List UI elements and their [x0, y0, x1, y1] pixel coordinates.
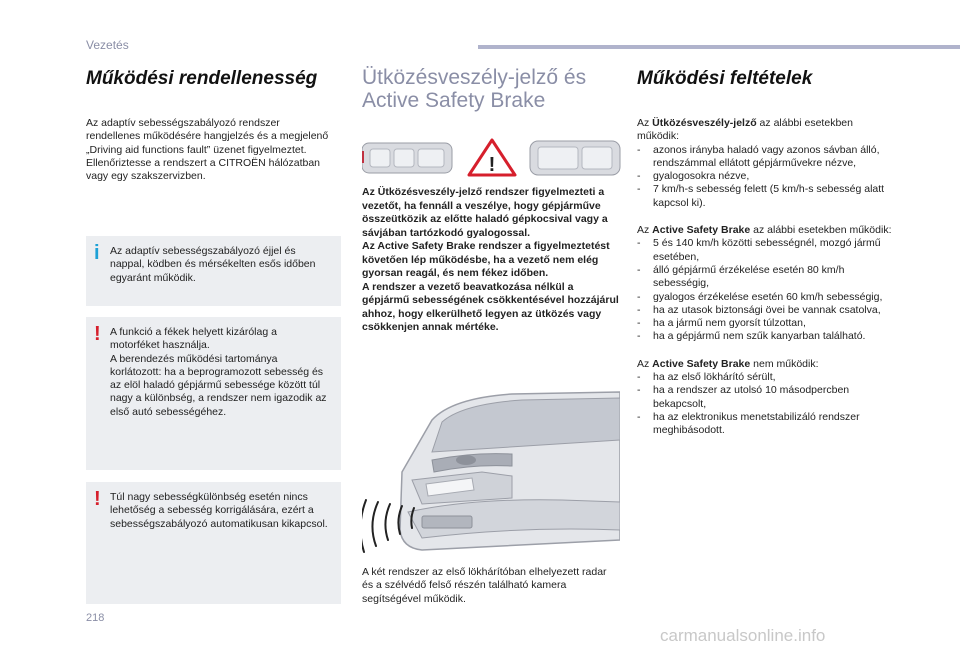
- info-note-text: Az adaptív sebességszabályozó éjjel és nappal, ködben és mérsékelten esős időben egyaránt működik.: [110, 245, 316, 284]
- list-item: - ha a gépjármű nem szűk kanyarban található.: [637, 330, 866, 343]
- header-rule: [478, 45, 960, 49]
- list-item: - gyalogos érzékelése esetén 60 km/h sebességig,: [637, 290, 883, 303]
- list-item: - 7 km/h-s sebesség felett (5 km/h-s sebesség alatt kapcsol ki).: [637, 183, 885, 209]
- middle-bold-paragraph-3: A rendszer a vezető beavatkozása nélkül a gépjármű sebességének csökkentésével hozzájárul ahhoz, hogy elkerülhető legyen az ütközés vagy csökkenjen annak mértéke.: [362, 280, 619, 333]
- list-item: - ha a rendszer az utolsó 10 másodpercben bekapcsolt,: [637, 384, 850, 410]
- vehicle-front-icon: [530, 141, 620, 175]
- middle-title-line-1: Ütközésveszély-jelző és: [362, 66, 587, 89]
- left-body-text: [86, 117, 336, 183]
- warning-icon: !: [94, 323, 101, 345]
- middle-title-line-2: Active Safety Brake: [362, 89, 546, 112]
- section-3-intro: Az Active Safety Brake nem működik:: [637, 357, 819, 370]
- left-paragraph-1: Az adaptív sebességszabályozó rendszer rendellenes működésére hangjelzés és a megjelenő „Driving aid functions fault” üzenet figyelmeztet.: [86, 117, 329, 156]
- warning-note-2-text: Túl nagy sebességkülönbség esetén nincs lehetőség a sebesség korrigálására, ezért a sebességszabályozó automatikusan kikapcsol.: [110, 491, 328, 530]
- info-icon: i: [94, 242, 100, 264]
- warning-note-1-line-1: A funkció a fékek helyett kizárólag a motorféket használja.: [110, 326, 277, 352]
- page-number: 218: [86, 612, 105, 624]
- list-item: - ha a jármű nem gyorsít túlzottan,: [637, 317, 806, 330]
- list-item: - azonos irányba haladó vagy azonos sávban álló, rendszámmal ellátott gépjárművekre nézve,: [637, 143, 880, 169]
- info-note-box: [86, 236, 341, 306]
- warning-icon: !: [94, 488, 101, 510]
- warning-triangle-glyph: !: [488, 154, 496, 176]
- watermark: carmanualsonline.info: [660, 626, 826, 645]
- warning-note-box-1: [86, 317, 341, 470]
- section-header: Vezetés: [86, 38, 129, 52]
- warning-note-1-line-2: A berendezés működési tartománya korlátozott: ha a beprogramozott sebesség és az elöl haladó gépjármű sebessége között túl nagy a különbség, a rendszer nem igazodik az első autó sebességéhez.: [110, 352, 327, 418]
- right-body-text: [637, 117, 892, 438]
- middle-caption: A két rendszer az első lökhárítóban elhelyezett radar és a szélvédő felső részén található kamera segítségével működik.: [362, 566, 607, 605]
- middle-description: [362, 186, 620, 335]
- list-item: - álló gépjármű érzékelése esetén 80 km/h sebességig,: [637, 263, 845, 290]
- vehicle-rear-icon: [362, 143, 452, 173]
- list-item: - ha az elektronikus menetstabilizáló rendszer meghibásodott.: [637, 410, 860, 437]
- van-front-radar-illustration: [362, 380, 620, 560]
- list-item: - ha az első lökhárító sérült,: [637, 371, 776, 384]
- right-column-title: Működési feltételek: [637, 68, 813, 89]
- list-item: - gyalogosokra nézve,: [637, 170, 750, 183]
- collision-warning-illustration: [362, 137, 622, 179]
- list-item: - ha az utasok biztonsági övei be vannak csatolva,: [637, 303, 881, 316]
- middle-column-title: [362, 66, 622, 112]
- warning-note-box-2: [86, 482, 341, 604]
- middle-bold-paragraph-2: Az Active Safety Brake rendszer a figyelmeztetést követően lép működésbe, ha a vezető nem elég gyorsan reagál, és nem fékez időben.: [362, 240, 610, 279]
- section-2-intro: Az Active Safety Brake az alábbi esetekben működik:: [637, 224, 892, 237]
- middle-bold-paragraph-1: Az Ütközésveszély-jelző rendszer figyelmezteti a vezetőt, ha fennáll a veszélye, hogy gépjárműve összeütközik az előtte haladó gépkocsival vagy a sávjában tartózkodó gyalogossal.: [362, 186, 608, 239]
- section-1-intro: Az Ütközésveszély-jelző az alábbi esetekben működik:: [637, 117, 853, 143]
- left-column-title: Működési rendellenesség: [86, 68, 318, 89]
- left-paragraph-2: Ellenőriztesse a rendszert a CITROËN hálózatban vagy egy szakszervizben.: [86, 156, 321, 183]
- list-item: - 5 és 140 km/h közötti sebességnél, mozgó jármű esetében,: [637, 237, 881, 263]
- van-front-icon: [400, 392, 620, 550]
